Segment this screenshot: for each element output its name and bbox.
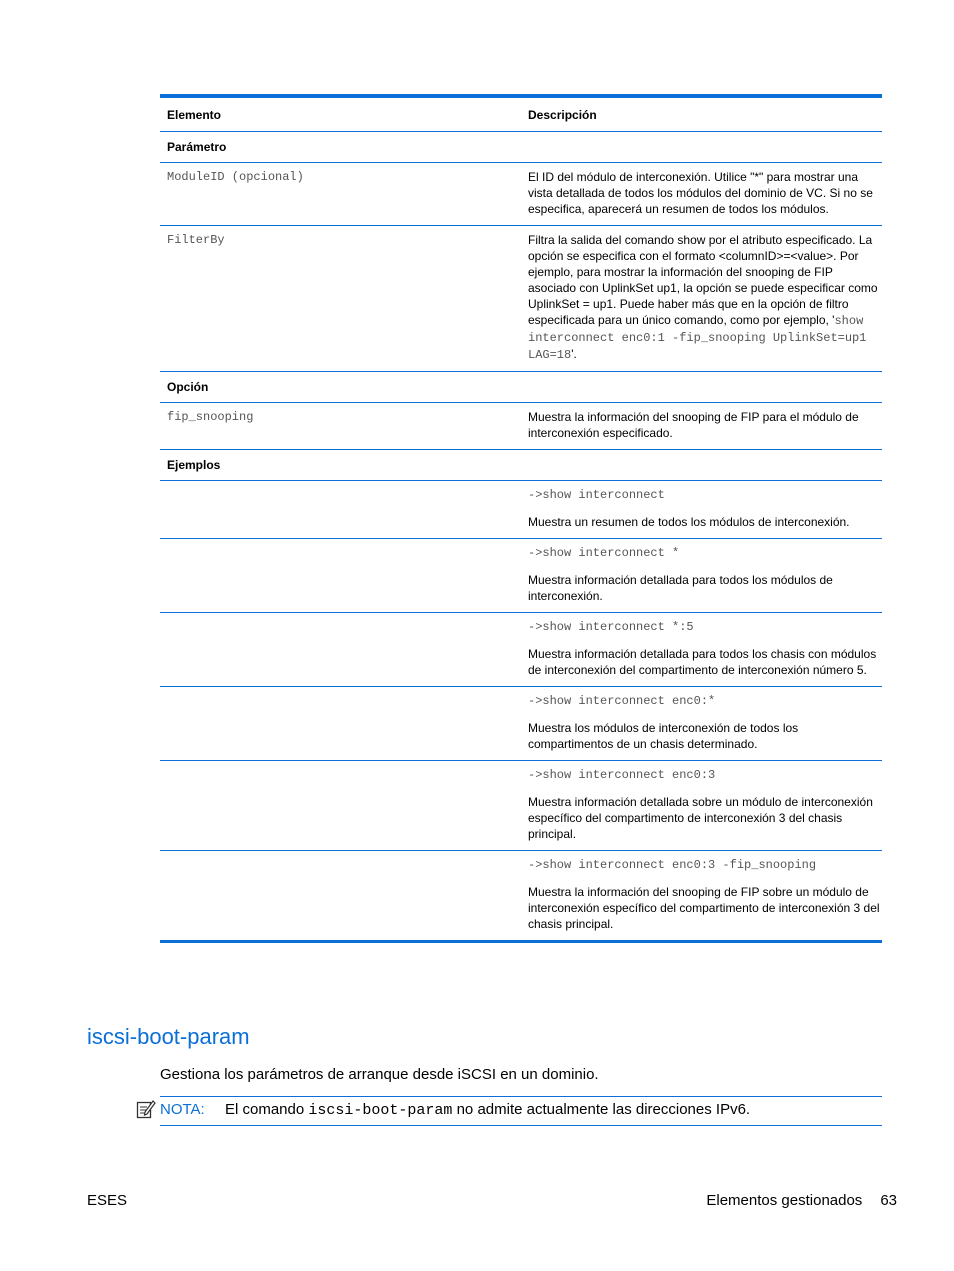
example-description: Muestra información detallada para todos los módulos de interconexión. [528,573,833,603]
header-element: Elemento [167,108,222,122]
section-row-opcion [160,372,882,403]
page-number: 63 [880,1192,897,1209]
example-description: Muestra información detallada sobre un módulo de interconexión específico del compartimento de interconexión 3 del chasis principal. [528,795,873,841]
header-description: Descripción [528,108,597,122]
footer-right [706,1192,897,1209]
example-row [160,539,882,613]
example-command: ->show interconnect enc0:3 [528,768,716,782]
parameters-table [160,94,882,943]
desc-code: show interconnect enc0:1 -fip_snooping UplinkSet=up1 LAG=18 [528,314,867,362]
param-name: FilterBy [167,233,225,247]
example-description: Muestra información detallada para todos los chasis con módulos de interconexión del compartimento de interconexión número 5. [528,647,877,677]
table-header-row [160,98,882,132]
note-box [160,1096,882,1126]
section-title: iscsi-boot-param [87,1024,250,1049]
section-label: Parámetro [167,140,227,154]
param-description [521,226,882,371]
example-row [160,851,882,940]
param-name: ModuleID (opcional) [167,170,304,184]
table-row [160,163,882,226]
example-command: ->show interconnect enc0:* [528,694,716,708]
example-command: ->show interconnect enc0:3 -fip_snooping [528,858,817,872]
example-description: Muestra los módulos de interconexión de todos los compartimentos de un chasis determinado. [528,721,799,751]
note-icon [136,1099,156,1119]
section-row-parametro [160,132,882,163]
section-label: Ejemplos [167,458,221,472]
example-row [160,613,882,687]
example-command: ->show interconnect [528,488,665,502]
desc-text: Filtra la salida del comando show por el atributo especificado. La opción se especifica con el formato <columnID>=<value>. Por ejemplo, para mostrar la información del snooping de FIP asociado con UplinkSet up1, la opción se puede especificar como UplinkSet = up1. Puede haber más que en la opción de filtro especificada para un único comando, como por ejemplo, ' [528,233,878,327]
option-description: Muestra la información del snooping de FIP para el módulo de interconexión especificado. [528,410,859,440]
desc-end: '. [571,347,577,361]
param-description: El ID del módulo de interconexión. Utilice "*" para mostrar una vista detallada de todos los módulos del dominio de VC. Si no se especifica, aparecerá un resumen de todos los módulos. [528,170,873,216]
note-code: iscsi-boot-param [308,1102,453,1119]
example-description: Muestra la información del snooping de FIP sobre un módulo de interconexión específico del compartimento de interconexión 3 del chasis principal. [528,885,880,931]
example-row [160,687,882,761]
example-command: ->show interconnect *:5 [528,620,694,634]
table-row [160,403,882,450]
table-row [160,226,882,372]
option-name: fip_snooping [167,410,254,424]
section-label: Opción [167,380,209,394]
note-label: NOTA: [160,1101,205,1118]
example-description: Muestra un resumen de todos los módulos de interconexión. [528,515,850,529]
footer-locale: ESES [87,1192,128,1209]
example-command: ->show interconnect * [528,546,680,560]
note-text: El comando iscsi-boot-param no admite actualmente las direcciones IPv6. [225,1101,751,1119]
section-intro: Gestiona los parámetros de arranque desde iSCSI en un dominio. [160,1066,599,1083]
section-row-ejemplos [160,450,882,481]
example-row [160,481,882,539]
example-row [160,761,882,851]
footer-chapter: Elementos gestionados [706,1192,863,1209]
